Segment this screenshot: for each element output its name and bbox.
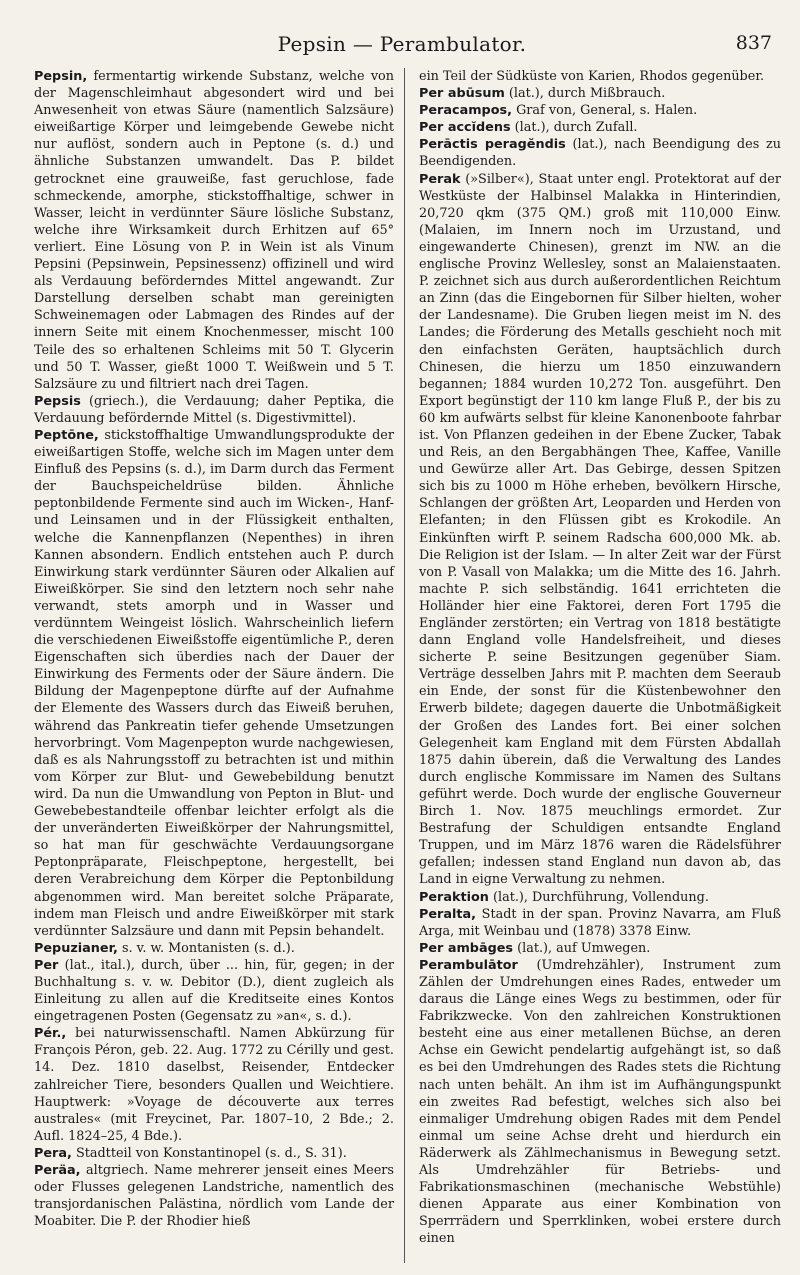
dictionary-entry <box>34 1145 394 1162</box>
running-title: Pepsin — Perambulator. <box>277 32 527 56</box>
entry-text: (lat.), nach Beendigung des zu Beendigenden. <box>419 137 781 170</box>
dictionary-entry <box>419 957 781 1248</box>
dictionary-entry <box>34 68 394 393</box>
entry-headword: Perak <box>419 171 461 187</box>
entry-headword: Per ambāges <box>419 940 514 956</box>
entry-headword: Peracampos, <box>419 103 512 119</box>
entry-text: stickstoffhaltige Umwandlungsprodukte der eiweißartigen Stoffe, welche sich im Magen unter dem Einfluß des Pepsins (s. d.), im Darm durch das Ferment der Bauchspeicheldrüse bilden. Ähnliche peptonbildende Fermente sind auch im Wicken-, Hanf- und Leinsamen und in der Flüssigkeit enthalten, welche die Kannenpflanzen (Nepenthes) in ihren Kannen absondern. Endlich entstehen auch P. durch Einwirkung stark verdünnter Säuren oder Alkalien auf Eiweißkörper. Sie sind den letztern noch sehr nahe verwandt, stets amorph und in Wasser und verdünntem Weingeist löslich. Wahrscheinlich liefern die verschiedenen Eiweißstoffe eigentümliche P., deren Eigenschaften sich überdies nach der Dauer der Einwirkung des Ferments oder der Säure ändern. Die Bildung der Magenpeptone dürfte auf der Aufnahme der Elemente des Wassers durch das Eiweiß beruhen, während das Pankreatin tiefer gehende Umsetzungen hervorbringt. Vom Magenpepton wurde nachgewiesen, daß es als Nahrungsstoff zu betrachten ist und mithin vom Körper zur Blut- und Gewebebildung benutzt wird. Da nun die Umwandlung von Pepton in Blut- und Gewebebestandteile offenbar leichter erfolgt als die der unveränderten Eiweißkörper der Nahrungsmittel, so hat man für geschwächte Verdauungsorgane Peptonpräparate, Fleischpeptone, hergestellt, bei deren Verabreichung dem Körper die Peptonbildung abgenommen wird. Man bereitet solche Präparate, indem man Fleisch und andre Eiweißkörper mit stark verdünnter Salzsäure und dann mit Pepsin behandelt. <box>34 427 394 939</box>
dictionary-entry <box>34 393 394 427</box>
dictionary-entry <box>34 427 394 940</box>
entry-text: (lat.), durch Zufall. <box>510 120 638 136</box>
page-number: 837 <box>735 32 772 54</box>
page-header <box>32 30 772 60</box>
dictionary-entry <box>419 940 781 957</box>
entry-text: altgriech. Name mehrerer jenseit eines Meers oder Flusses gelegenen Landstriche, namentlich des transjordanischen Palästina, nördlich vom Lande der Moabiter. Die P. der Rhodier hieß <box>34 1163 394 1230</box>
entry-text: (lat., ital.), durch, über ... hin, für, gegen; in der Buchhaltung s. v. w. Debitor (D.), dient zugleich als Einleitung zu allen auf die Kreditseite eines Kontos eingetragenen Posten (Gegensatz zu »an«, s. d.). <box>34 957 394 1025</box>
dictionary-entry <box>34 1025 394 1145</box>
entry-headword: Pepuzianer, <box>34 940 118 956</box>
entry-headword: Perāctis peragĕndis <box>419 137 566 153</box>
entry-text: bei naturwissenschaftl. Namen Abkürzung für François Péron, geb. 22. Aug. 1772 zu Cérilly und gest. 14. Dez. 1810 daselbst, Reisender, Entdecker zahlreicher Tiere, besonders Quallen und Weichtiere. Hauptwerk: »Voyage de découverte aux terres australes« (mit Freycinet, Par. 1807–10, 2 Bde.; 2. Aufl. 1824–25, 4 Bde.). <box>34 1026 394 1144</box>
entry-headword: Per abūsum <box>419 86 505 102</box>
dictionary-entry <box>34 1162 394 1230</box>
entry-headword: Perambulātor <box>419 957 518 973</box>
dictionary-entry <box>419 136 781 170</box>
entry-headword: Pepsis <box>34 393 81 409</box>
entry-headword: Peräa, <box>34 1163 81 1178</box>
entry-headword: Per accĭdens <box>419 120 511 136</box>
entry-headword: Pér., <box>34 1026 67 1042</box>
entry-text: (lat.), Durchführung, Vollendung. <box>488 889 709 905</box>
entry-text: ein Teil der Südküste von Karien, Rhodos gegenüber. <box>419 69 765 84</box>
left-column <box>34 68 394 1230</box>
entry-text: Stadt in der span. Provinz Navarra, am Fluß Arga, mit Weinbau und (1878) 3378 Einw. <box>419 906 781 939</box>
entry-headword: Pepsin, <box>34 69 88 84</box>
entry-text: (Umdrehzähler), Instrument zum Zählen der Umdrehungen eines Rades, entweder um daraus die Länge eines Wegs zu bestimmen, oder für Fabrikzwecke. Von den zahlreichen Konstruktionen besteht eine aus einer metallenen Büchse, an deren Achse ein Gewicht pendelartig aufgehängt ist, so daß es bei den Umdrehungen des Rades stets die Richtung nach unten behält. An ihm ist im Aufhängungspunkt ein zweites Rad befestigt, welches sich also bei einmaliger Umdrehung obigen Rades mit dem Pendel einmal um seine Achse dreht und hierdurch ein Räderwerk als Zählmechanismus in Bewegung setzt. Als Umdrehzähler für Betriebs- und Fabrikationsmaschinen (mechanische Webstühle) dienen Apparate aus einer Kombination von Sperrrädern und Sperrklinken, wobei erstere durch einen <box>419 957 781 1247</box>
entry-headword: Peptōne, <box>34 427 99 443</box>
column-divider <box>404 68 405 1263</box>
entry-text: (lat.), durch Mißbrauch. <box>504 86 666 102</box>
entry-text: (lat.), auf Umwegen. <box>513 940 651 956</box>
right-column <box>419 68 781 1247</box>
entry-text: (»Silber«), Staat unter engl. Protektorat auf der Westküste der Halbinsel Malakka in Hinterindien, 20,720 qkm (375 QM.) groß mit 110,000 Einw. (Malaien, im Innern noch im Urzustand, und eingewanderte Chinesen), grenzt im NW. an die englische Provinz Wellesley, sonst an Malaienstaaten. P. zeichnet sich aus durch außerordentlichen Reichtum an Zinn (das die Eingebornen für Silber hielten, woher der Landesname). Die Gruben liegen meist im N. des Landes; die Förderung des Metalls geschieht noch mit den einfachsten Geräten, hauptsächlich durch Chinesen, die hierzu um 1850 einzuwandern begannen; 1884 wurden 10,272 Ton. ausgeführt. Den Export begünstigt der 110 km lange Fluß P., der bis zu 60 km aufwärts selbst für kleine Kanonenboote fahrbar ist. Von Pflanzen gedeihen in der Ebene Zucker, Tabak und Reis, an den Bergabhängen Thee, Kaffee, Vanille und Gewürze aller Art. Das Gebirge, dessen Spitzen sich bis zu 1000 m Höhe erheben, bevölkern Hirsche, Schlangen der größten Art, Leoparden und Herden von Elefanten; in den Flüssen gibt es Krokodile. An Einkünften wirft P. seinem Radscha 600,000 Mk. ab. Die Religion ist der Islam. — In alter Zeit war der Fürst von P. Vasall von Malakka; um die Mitte des 16. Jahrh. machte P. sich selbständig. 1641 errichteten die Holländer hier eine Faktorei, deren Fort 1795 die Engländer zerstörten; ein Vertrag von 1818 bestätigte dann England volle Handelsfreiheit, und dieses sicherte P. seine Besitzungen gegenüber Siam. Verträge desselben Jahrs mit P. machten dem Seeraub ein Ende, der sonst für die Küstenbewohner den Erwerb bildete; dagegen dauerte die Unbotmäßigkeit der Großen des Landes fort. Bei einer solchen Gelegenheit kam England mit dem Fürsten Abdallah 1875 dahin überein, daß die Verwaltung des Landes durch englische Kommissare im Namen des Sultans geführt werde. Doch wurde der englische Gouverneur Birch 1. Nov. 1875 meuchlings ermordet. Zur Bestrafung der Schuldigen entsandte England Truppen, und im März 1876 waren die Rädelsführer gefallen; indessen stand England nun davon ab, das Land in eigne Verwaltung zu nehmen. <box>419 171 781 888</box>
entry-text: fermentartig wirkende Substanz, welche von der Magenschleimhaut abgesondert wird und bei Anwesenheit von etwas Säure (namentlich Salzsäure) eiweißartige Körper und leimgebende Gewebe nicht nur auflöst, sondern auch in Peptone (s. d.) und ähnliche Substanzen umwandelt. Das P. bildet getrocknet eine grauweiße, fast geruchlose, fade schmeckende, amorphe, stickstoffhaltige, schwer in Wasser, leicht in verdünnter Säure lösliche Substanz, welche ihre Wirksamkeit durch Erhitzen auf 65° verliert. Eine Lösung von P. in Wein ist als Vinum Pepsini (Pepsinwein, Pepsinessenz) offizinell und wird als Verdauung beförderndes Mittel angewandt. Zur Darstellung derselben schabt man gereinigten Schweinemagen oder Labmagen des Rindes auf der innern Seite mit einem Knochenmesser, mischt 100 Teile des so erhaltenen Schleims mit 50 T. Glycerin und 50 T. Wasser, gießt 1000 T. Weißwein und 5 T. Salzsäure zu und filtriert nach drei Tagen. <box>34 69 394 392</box>
dictionary-entry <box>419 119 781 136</box>
dictionary-entry <box>419 68 781 85</box>
entry-text: (griech.), die Verdauung; daher Peptika, die Verdauung befördernde Mittel (s. Digestivmittel). <box>34 393 394 426</box>
dictionary-entry <box>419 102 781 119</box>
entry-text: Stadtteil von Konstantinopel (s. d., S. 31). <box>71 1145 347 1161</box>
entry-headword: Peralta, <box>419 906 477 922</box>
dictionary-entry <box>34 940 394 957</box>
entry-text: Graf von, General, s. Halen. <box>512 103 698 119</box>
dictionary-entry <box>34 957 394 1025</box>
dictionary-entry <box>419 171 781 889</box>
dictionary-entry <box>419 906 781 940</box>
entry-text: s. v. w. Montanisten (s. d.). <box>117 940 295 956</box>
entry-headword: Per <box>34 957 59 973</box>
entry-headword: Peraktion <box>419 889 489 905</box>
dictionary-entry <box>419 889 781 906</box>
entry-headword: Pera, <box>34 1145 72 1161</box>
dictionary-entry <box>419 85 781 102</box>
